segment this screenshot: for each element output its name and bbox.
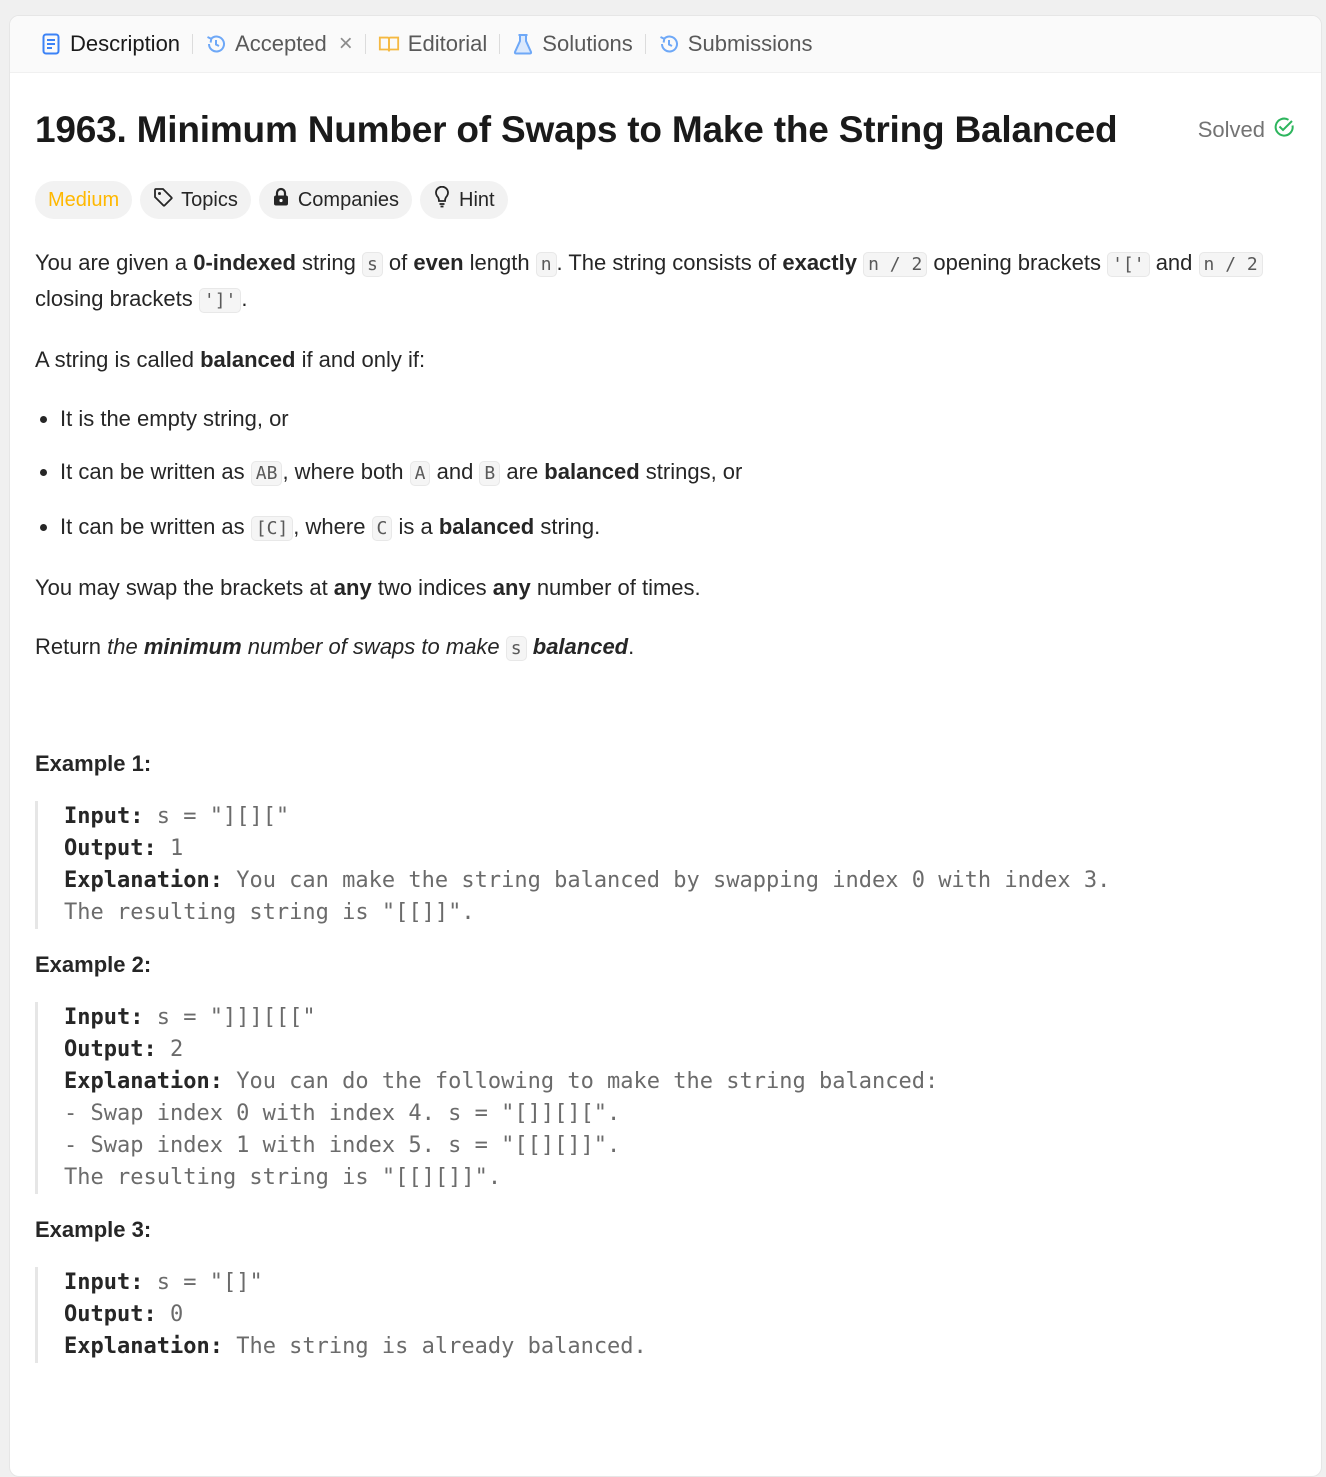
text: It can be written as [60, 459, 251, 484]
text: , where both [282, 459, 410, 484]
example-1 [35, 751, 1295, 929]
tab-divider [499, 34, 500, 54]
bold-text: exactly [782, 250, 857, 275]
condition-list [35, 402, 1295, 546]
hint-tag[interactable] [420, 181, 508, 219]
tab-submissions[interactable] [648, 16, 823, 72]
input-value: s = "[]" [143, 1270, 263, 1295]
explanation-text: You can make the string balanced by swapping index 0 with index 3. The resulting string is "[[]]". [64, 868, 1111, 925]
inline-code: C [372, 516, 393, 541]
problem-content [10, 109, 1321, 1363]
text: length [463, 250, 536, 275]
output-value: 0 [156, 1302, 184, 1327]
description-paragraph [35, 246, 1295, 318]
list-item [60, 510, 1295, 546]
inline-code: n / 2 [1199, 252, 1263, 277]
text: are [500, 459, 545, 484]
output-label: Output: [64, 836, 157, 861]
bold-text: balanced [200, 347, 296, 372]
bold-text: any [492, 575, 531, 600]
tab-description[interactable] [30, 16, 190, 72]
book-icon [378, 33, 400, 55]
difficulty-badge: Medium [35, 181, 132, 219]
tab-divider [645, 34, 646, 54]
inline-code: [C] [251, 516, 294, 541]
bold-text: 0-indexed [193, 250, 296, 275]
input-label: Input: [64, 804, 144, 829]
inline-code: B [479, 461, 500, 486]
inline-code: s [506, 636, 527, 661]
tab-accepted[interactable] [195, 16, 363, 72]
list-item [60, 455, 1295, 491]
explanation-label: Explanation: [64, 1069, 223, 1094]
text: A string is called [35, 347, 201, 372]
text: strings, or [639, 459, 743, 484]
list-item [60, 402, 1295, 436]
tab-solutions[interactable] [502, 16, 643, 72]
tab-label: Description [70, 31, 181, 56]
topics-label: Topics [181, 188, 238, 211]
document-icon [40, 33, 62, 55]
input-value: s = "]]][[[" [143, 1005, 316, 1030]
problem-panel [9, 15, 1322, 1477]
tab-label: Submissions [687, 31, 813, 56]
description-paragraph [35, 571, 1295, 605]
example-block [35, 1267, 1295, 1363]
inline-code: AB [251, 461, 283, 486]
history-icon [205, 33, 227, 55]
example-title: Example 2: [35, 952, 152, 977]
title-row [35, 109, 1295, 151]
inline-code: A [410, 461, 431, 486]
text: It is the empty string, or [60, 406, 289, 431]
tab-divider [365, 34, 366, 54]
close-icon[interactable]: × [338, 30, 353, 57]
inline-code: n [536, 252, 557, 277]
example-block [35, 1002, 1295, 1194]
bold-italic-text: balanced [532, 634, 629, 659]
text: Return [35, 634, 108, 659]
output-label: Output: [64, 1037, 157, 1062]
bold-italic-text: minimum [143, 634, 242, 659]
lightbulb-icon [433, 186, 451, 214]
text: opening brackets [927, 250, 1108, 275]
explanation-label: Explanation: [64, 1334, 223, 1359]
flask-icon [512, 33, 534, 55]
italic-text: the [107, 634, 144, 659]
output-value: 2 [156, 1037, 184, 1062]
text: two indices [371, 575, 493, 600]
topics-tag[interactable] [140, 181, 251, 219]
problem-title[interactable]: 1963. Minimum Number of Swaps to Make the String Balanced [35, 109, 1118, 150]
text: You may swap the brackets at [35, 575, 334, 600]
text: string [295, 250, 362, 275]
bold-text: balanced [438, 514, 535, 539]
tag-icon [153, 187, 173, 213]
text: , where [293, 514, 372, 539]
description-paragraph [35, 630, 1295, 666]
input-label: Input: [64, 1270, 144, 1295]
text: number of times. [530, 575, 701, 600]
hint-label: Hint [459, 188, 495, 211]
example-title: Example 3: [35, 1217, 152, 1242]
example-2 [35, 952, 1295, 1194]
inline-code: n / 2 [863, 252, 927, 277]
history-icon [658, 33, 680, 55]
inline-code: '[' [1107, 252, 1150, 277]
text: . The string consists of [556, 250, 783, 275]
problem-description [35, 246, 1295, 666]
input-value: s = "][][" [143, 804, 290, 829]
tab-bar [10, 16, 1321, 73]
input-label: Input: [64, 1005, 144, 1030]
output-value: 1 [156, 836, 184, 861]
bold-text: balanced [544, 459, 640, 484]
companies-tag[interactable] [259, 181, 412, 219]
text: . [628, 634, 635, 659]
check-circle-icon [1273, 116, 1295, 144]
text: string. [534, 514, 601, 539]
bold-text: any [333, 575, 372, 600]
text: . [241, 286, 248, 311]
inline-code: ']' [199, 288, 242, 313]
tab-label: Editorial [407, 31, 488, 56]
bold-text: even [413, 250, 464, 275]
tab-label: Solutions [542, 31, 633, 56]
companies-label: Companies [297, 188, 400, 211]
inline-code: s [362, 252, 383, 277]
tab-editorial[interactable] [368, 16, 497, 72]
example-3 [35, 1217, 1295, 1363]
tab-divider [192, 34, 193, 54]
explanation-text: You can do the following to make the string balanced: - Swap index 0 with index 4. s = "[]][][". - Swap index 1 with index 5. s = "[[][]]". The resulting string is "[[][]]". [64, 1069, 939, 1190]
text: You are given a [35, 250, 194, 275]
tab-label: Accepted [235, 31, 327, 56]
explanation-label: Explanation: [64, 868, 223, 893]
solved-label: Solved [1197, 117, 1265, 142]
text: is a [392, 514, 439, 539]
output-label: Output: [64, 1302, 157, 1327]
text: of [382, 250, 414, 275]
explanation-text: The string is already balanced. [222, 1334, 647, 1359]
example-block [35, 801, 1295, 929]
description-paragraph [35, 343, 1295, 377]
italic-text: number of swaps to make [241, 634, 506, 659]
text: and [430, 459, 480, 484]
solved-status [1198, 116, 1295, 144]
text: It can be written as [60, 514, 251, 539]
lock-icon [272, 187, 290, 213]
text: closing brackets [35, 286, 199, 311]
tag-list [35, 181, 1295, 219]
example-title: Example 1: [35, 751, 152, 776]
text: if and only if: [295, 347, 426, 372]
text: and [1149, 250, 1199, 275]
